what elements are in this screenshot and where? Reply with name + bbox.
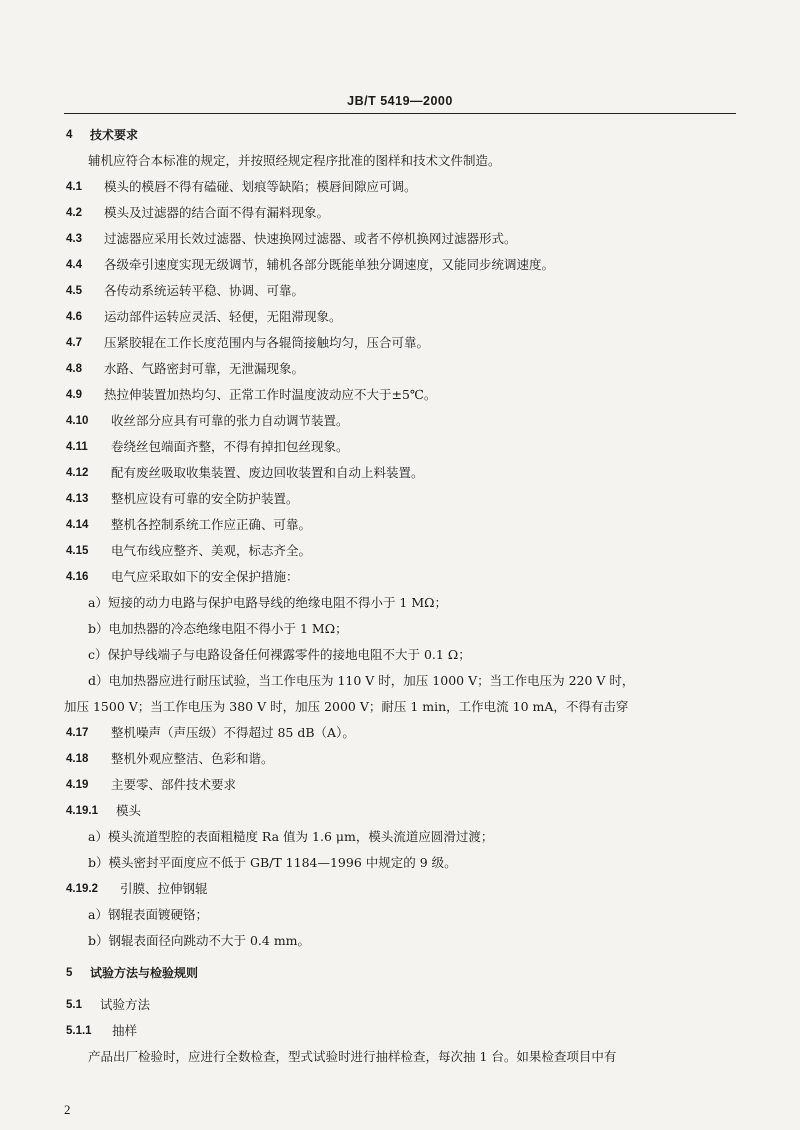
clause-4-9 [0, 385, 800, 405]
clause-text: 试验方法与检验规则 [90, 966, 199, 980]
clause-text: 抽样 [112, 1023, 138, 1038]
clause-4-19-1 [0, 801, 800, 821]
clause-text: 配有废丝吸取收集装置、废边回收装置和自动上料装置。 [111, 465, 424, 480]
clause-4-11 [0, 437, 800, 457]
clause-number: 4.19.1 [66, 805, 98, 817]
clause-number: 4.6 [66, 311, 82, 323]
clause-text: 产品出厂检验时，应进行全数检查，型式试验时进行抽样检查，每次抽 1 台。如果检查项目中有 [88, 1049, 617, 1064]
clause-number: 4.3 [66, 233, 82, 245]
clause-text: 过滤器应采用长效过滤器、快速换网过滤器、或者不停机换网过滤器形式。 [104, 231, 517, 246]
clause-number: 4.2 [66, 207, 82, 219]
clause-text: 辅机应符合本标准的规定，并按照经规定程序批准的图样和技术文件制造。 [88, 153, 501, 168]
clause-text: 收丝部分应具有可靠的张力自动调节装置。 [111, 413, 349, 428]
clause-5-1-1 [0, 1021, 800, 1041]
section-4-heading [0, 125, 800, 145]
clause-number: 4.7 [66, 337, 82, 349]
clause-text: b）钢辊表面径向跳动不大于 0.4 mm。 [88, 933, 311, 948]
clause-number: 5.1 [66, 999, 82, 1011]
clause-4-10 [0, 411, 800, 431]
clause-4-14 [0, 515, 800, 535]
clause-4-19-2-item [0, 905, 800, 925]
clause-number: 4.10 [66, 415, 89, 427]
clause-number: 4.18 [66, 753, 89, 765]
clause-text: a）钢辊表面镀硬铬； [88, 907, 208, 922]
clause-number: 4.19.2 [66, 883, 98, 895]
clause-text: 水路、气路密封可靠，无泄漏现象。 [104, 361, 305, 376]
clause-4-5 [0, 281, 800, 301]
clause-text: 主要零、部件技术要求 [111, 777, 237, 792]
clause-4-19 [0, 775, 800, 795]
clause-text: 各传动系统运转平稳、协调、可靠。 [104, 283, 305, 298]
clause-number: 4.14 [66, 519, 89, 531]
clause-number: 4 [66, 129, 73, 141]
clause-text: 热拉伸装置加热均匀、正常工作时温度波动应不大于±5℃。 [104, 387, 437, 402]
clause-4-17 [0, 723, 800, 743]
clause-text: 电气布线应整齐、美观，标志齐全。 [111, 543, 312, 558]
clause-4-8 [0, 359, 800, 379]
clause-number: 4.11 [66, 441, 88, 453]
clause-4-19-2-item [0, 931, 800, 951]
clause-4-15 [0, 541, 800, 561]
clause-4-16-item [0, 697, 800, 717]
clause-4-4 [0, 255, 800, 275]
clause-4-12 [0, 463, 800, 483]
clause-number: 4.16 [66, 571, 89, 583]
clause-text: 模头的模唇不得有磕碰、划痕等缺陷；模唇间隙应可调。 [104, 179, 417, 194]
clause-number: 5.1.1 [66, 1025, 92, 1037]
clause-number: 4.5 [66, 285, 82, 297]
clause-text: 整机应设有可靠的安全防护装置。 [111, 491, 299, 506]
clause-text: 压紧胶辊在工作长度范围内与各辊筒接触均匀，压合可靠。 [104, 335, 430, 350]
clause-4-18 [0, 749, 800, 769]
clause-4-2 [0, 203, 800, 223]
clause-number: 4.17 [66, 727, 89, 739]
page-number: 2 [64, 1102, 71, 1117]
clause-text: 模头及过滤器的结合面不得有漏料现象。 [104, 205, 330, 220]
clause-text: a）模头流道型腔的表面粗糙度 Ra 值为 1.6 μm，模头流道应圆滑过渡； [88, 829, 494, 844]
standard-number-header: JB/T 5419—2000 [347, 94, 453, 108]
section-5-heading [0, 963, 800, 983]
clause-text: 引膜、拉伸钢辊 [120, 881, 208, 896]
clause-4-16-item [0, 671, 800, 691]
header-rule [64, 113, 736, 114]
clause-4-16-item [0, 645, 800, 665]
clause-4-16 [0, 567, 800, 587]
clause-5-1-1-text [0, 1047, 800, 1067]
clause-4-16-item [0, 593, 800, 613]
clause-4-19-2 [0, 879, 800, 899]
clause-text: b）电加热器的冷态绝缘电阻不得小于 1 MΩ； [88, 621, 348, 636]
clause-text: 卷绕丝包端面齐整，不得有掉扣包丝现象。 [111, 439, 349, 454]
clause-text: 加压 1500 V；当工作电压为 380 V 时，加压 2000 V；耐压 1 min，工作电流 10 mA，不得有击穿 [64, 699, 629, 714]
clause-number: 4.19 [66, 779, 89, 791]
clause-number: 5 [66, 967, 73, 979]
clause-4-16-item [0, 619, 800, 639]
clause-number: 4.9 [66, 389, 82, 401]
clause-4-13 [0, 489, 800, 509]
clause-number: 4.1 [66, 181, 82, 193]
clause-4-19-1-item [0, 853, 800, 873]
clause-number: 4.12 [66, 467, 89, 479]
clause-number: 4.8 [66, 363, 82, 375]
clause-number: 4.15 [66, 545, 89, 557]
clause-text: c）保护导线端子与电路设备任何裸露零件的接地电阻不大于 0.1 Ω； [88, 647, 471, 662]
clause-4-19-1-item [0, 827, 800, 847]
clause-text: 整机外观应整洁、色彩和谐。 [111, 751, 274, 766]
clause-4-1 [0, 177, 800, 197]
clause-4-6 [0, 307, 800, 327]
clause-text: a）短接的动力电路与保护电路导线的绝缘电阻不得小于 1 MΩ； [88, 595, 448, 610]
clause-text: 电气应采取如下的安全保护措施： [111, 569, 299, 584]
clause-5-1 [0, 995, 800, 1015]
clause-text: 模头 [116, 803, 142, 818]
clause-text: 各级牵引速度实现无级调节，辅机各部分既能单独分调速度，又能同步统调速度。 [104, 257, 555, 272]
clause-4-7 [0, 333, 800, 353]
clause-text: 运动部件运转应灵活、轻便，无阻滞现象。 [104, 309, 342, 324]
clause-text: b）模头密封平面度应不低于 GB/T 1184—1996 中规定的 9 级。 [88, 855, 457, 870]
clause-text: 整机各控制系统工作应正确、可靠。 [111, 517, 312, 532]
clause-text: 整机噪声（声压级）不得超过 85 dB（A）。 [111, 725, 355, 740]
clause-4-3 [0, 229, 800, 249]
clause-text: 试验方法 [100, 997, 151, 1012]
clause-text: d）电加热器应进行耐压试验，当工作电压为 110 V 时，加压 1000 V；当工作电压为 220 V 时， [88, 673, 635, 688]
clause-text: 技术要求 [90, 128, 139, 142]
clause-number: 4.13 [66, 493, 89, 505]
clause-number: 4.4 [66, 259, 82, 271]
section-4-intro [0, 151, 800, 171]
